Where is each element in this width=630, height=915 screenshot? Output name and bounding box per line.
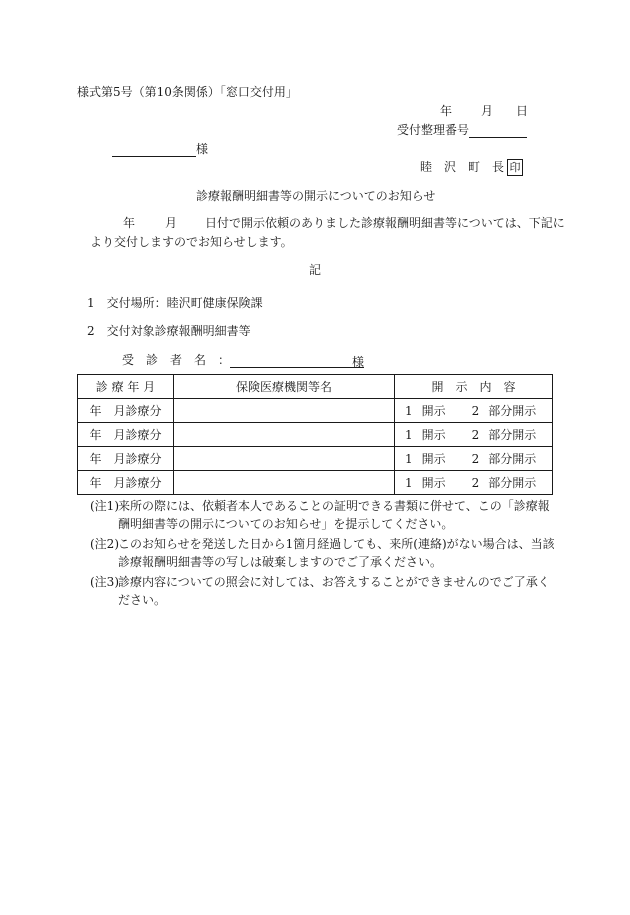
note-1: [90, 497, 560, 533]
header-institution: 保険医療機関等名: [174, 375, 395, 399]
patient-name-suffix: 様: [352, 355, 365, 369]
content-cell[interactable]: 1 開示 2 部分開示: [395, 471, 553, 495]
table-row: [78, 399, 553, 423]
receipt-number-label: 受付整理番号: [397, 123, 470, 137]
content-cell[interactable]: 1 開示 2 部分開示: [395, 399, 553, 423]
table-header-row: [78, 375, 553, 399]
institution-cell[interactable]: [174, 471, 395, 495]
note-1-text: 来所の際には、依頼者本人であることの証明できる書類に併せて、この「診療報酬明細書等の開示についてのお知らせ」を提示してください。: [118, 499, 550, 531]
item-2-number: 2: [87, 324, 95, 338]
recipient-name-blank[interactable]: [112, 143, 196, 157]
date-cell[interactable]: 年 月診療分: [78, 423, 174, 447]
receipt-number: [397, 122, 527, 138]
date-cell[interactable]: 年 月診療分: [78, 447, 174, 471]
note-3-label: (注3): [90, 575, 119, 589]
patient-name-row: [122, 352, 364, 368]
header-content: 開 示 内 容: [395, 375, 553, 399]
note-3-text: 診療内容についての照会に対しては、お答えすることができませんのでご了承ください。: [118, 575, 550, 607]
institution-cell[interactable]: [174, 423, 395, 447]
intro-line-2: より交付しますのでお知らせします。: [90, 235, 293, 249]
date-year-label: 年: [440, 104, 453, 118]
seal-mark: 印: [507, 159, 523, 176]
issuer-name: 睦 沢 町 長: [420, 160, 505, 174]
note-2: [90, 535, 560, 571]
content-cell[interactable]: 1 開示 2 部分開示: [395, 423, 553, 447]
patient-name-label: 受 診 者 名 ：: [122, 353, 231, 367]
ki-mark: 記: [309, 263, 322, 277]
note-3: [90, 573, 560, 609]
intro-text: 日付で開示依頼のありました診療報酬明細書等については、下記に: [205, 216, 565, 230]
intro-month-label: 月: [165, 216, 178, 230]
disclosure-table: [77, 374, 553, 495]
table-row: [78, 423, 553, 447]
table-row: [78, 471, 553, 495]
item-1-text: 交付場所：睦沢町健康保険課: [106, 296, 263, 310]
form-number: 様式第5号（第10条関係）「窓口交付用」: [77, 85, 298, 99]
institution-cell[interactable]: [174, 447, 395, 471]
note-1-label: (注1): [90, 499, 119, 513]
recipient-suffix: 様: [196, 142, 209, 156]
item-1-number: 1: [87, 296, 95, 310]
content-cell[interactable]: 1 開示 2 部分開示: [395, 447, 553, 471]
date-cell[interactable]: 年 月診療分: [78, 399, 174, 423]
date-month-label: 月: [481, 104, 494, 118]
receipt-number-blank[interactable]: [469, 124, 527, 138]
note-2-label: (注2): [90, 537, 119, 551]
issuer: [420, 159, 523, 176]
date-day-label: 日: [516, 104, 529, 118]
intro-line-1: [123, 215, 565, 231]
institution-cell[interactable]: [174, 399, 395, 423]
table-row: [78, 447, 553, 471]
header-date: 診 療 年 月: [78, 375, 174, 399]
intro-year-label: 年: [123, 216, 136, 230]
item-1: [87, 295, 263, 311]
item-2: [87, 323, 251, 339]
recipient-line: [112, 141, 208, 157]
document-title: 診療報酬明細書等の開示についてのお知らせ: [196, 189, 436, 203]
date-cell[interactable]: 年 月診療分: [78, 471, 174, 495]
patient-name-blank[interactable]: [230, 354, 352, 368]
item-2-text: 交付対象診療報酬明細書等: [106, 324, 251, 338]
note-2-text: このお知らせを発送した日から1箇月経過しても、来所(連絡)がない場合は、当該診療報酬明細書等の写しは破棄しますのでご了承ください。: [118, 537, 555, 569]
